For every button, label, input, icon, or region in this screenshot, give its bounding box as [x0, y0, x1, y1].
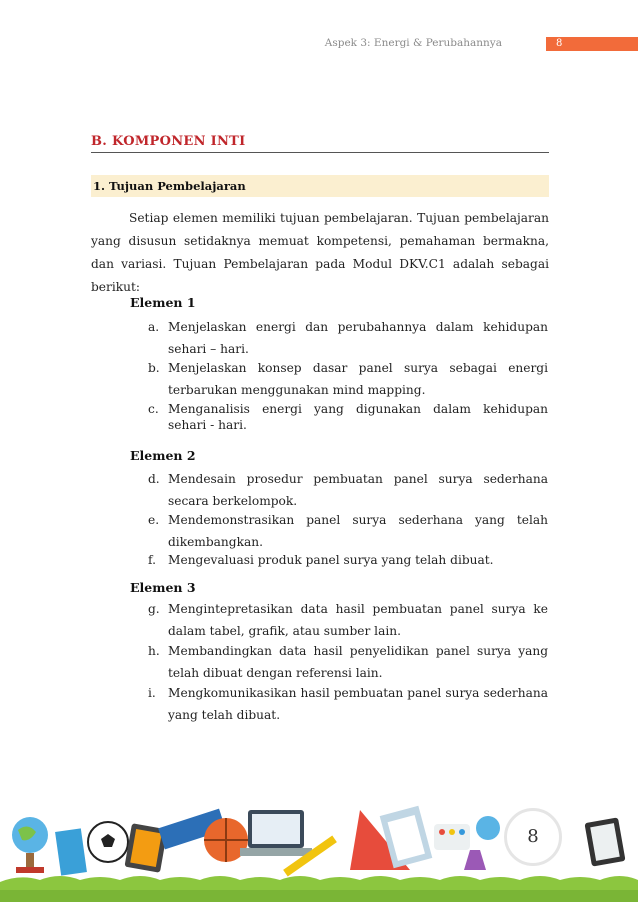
element-3-title: Elemen 3	[130, 580, 196, 595]
list-marker: f.	[148, 553, 156, 567]
list-item-b	[148, 357, 548, 401]
list-item-text: Menjelaskan energi dan perubahannya dalam kehidupan sehari – hari.	[168, 320, 548, 356]
list-item-h	[148, 640, 548, 684]
paint-palette-icon	[434, 824, 470, 850]
list-item-f	[148, 549, 548, 571]
list-item-text: Mengkomunikasikan hasil pembuatan panel surya sederhana yang telah dibuat.	[168, 686, 548, 722]
book-icon	[55, 828, 87, 875]
list-item-a	[148, 316, 548, 360]
list-item-d	[148, 468, 548, 512]
list-item-text: Membandingkan data hasil penyelidikan panel surya yang telah dibuat dengan referensi lain.	[168, 644, 548, 680]
list-item-c	[148, 398, 548, 433]
list-marker: h.	[148, 644, 160, 658]
running-header-title: Aspek 3: Energi & Perubahannya	[324, 37, 502, 49]
list-item-text: Menganalisis energi yang digunakan dalam kehidupan sehari - hari.	[168, 402, 548, 432]
page-number-circle: 8	[504, 808, 562, 866]
header-page-badge: 8	[546, 37, 638, 51]
list-item-i	[148, 682, 548, 726]
small-globe-icon	[476, 816, 500, 840]
list-item-text: Menjelaskan konsep dasar panel surya sebagai energi terbarukan menggunakan mind mapping.	[168, 361, 548, 397]
list-item-g	[148, 598, 548, 642]
list-marker: e.	[148, 513, 160, 527]
element-1-title: Elemen 1	[130, 295, 196, 310]
list-marker: i.	[148, 686, 156, 700]
list-marker: d.	[148, 472, 160, 486]
section-title: B. KOMPONEN INTI	[91, 134, 549, 153]
globe-icon	[12, 817, 48, 873]
list-marker: b.	[148, 361, 160, 375]
list-item-e	[148, 509, 548, 553]
list-item-text: Mendesain prosedur pembuatan panel surya sederhana secara berkelompok.	[168, 472, 548, 508]
intro-paragraph	[91, 207, 549, 299]
list-marker: g.	[148, 602, 160, 616]
subsection-title: 1. Tujuan Pembelajaran	[91, 175, 549, 197]
list-item-text: Mengevaluasi produk panel surya yang telah dibuat.	[168, 553, 494, 567]
element-2-title: Elemen 2	[130, 448, 196, 463]
list-marker: c.	[148, 402, 159, 416]
soccer-ball-icon	[88, 822, 128, 862]
list-marker: a.	[148, 320, 160, 334]
intro-paragraph-text: Setiap elemen memiliki tujuan pembelajaran. Tujuan pembelajaran yang disusun setidaknya memuat kompetensi, pemahaman bermakna, dan variasi. Tujuan Pembelajaran pada Modul DKV.C1 adalah sebagai berikut:	[91, 211, 549, 294]
list-item-text: Mengintepretasikan data hasil pembuatan panel surya ke dalam tabel, grafik, atau sumber lain.	[168, 602, 548, 638]
flask-icon	[464, 850, 486, 870]
laptop-icon	[240, 810, 312, 856]
list-item-text: Mendemonstrasikan panel surya sederhana yang telah dikembangkan.	[168, 513, 548, 549]
grass-base	[0, 890, 638, 902]
